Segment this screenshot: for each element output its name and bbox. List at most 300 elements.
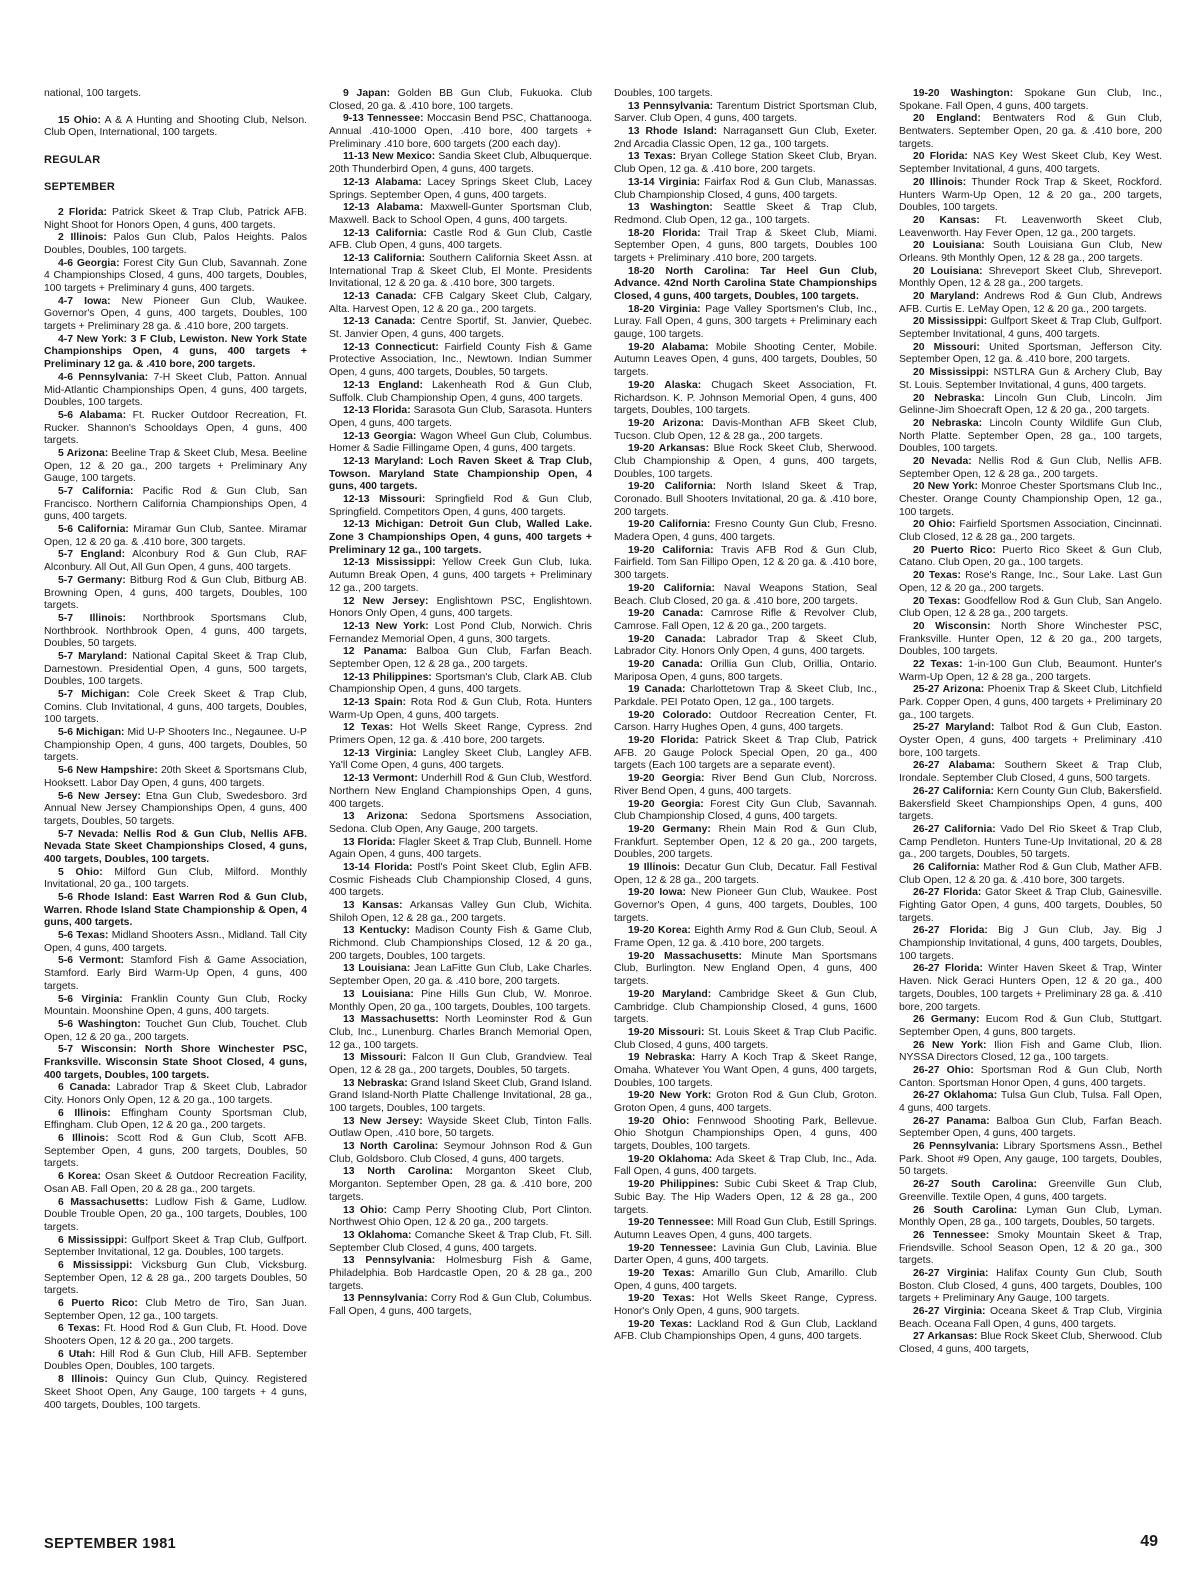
- event-details: Lyman Gun Club, Lyman. Monthly Open, 28 ga., 100 targets, Doubles, 50 targets.: [899, 1204, 1162, 1229]
- event-date-state: 13 Pennsylvania:: [343, 1255, 436, 1267]
- event-listing: [44, 765, 307, 790]
- event-details: Orillia Gun Club, Orillia, Ontario. Mariposa Open, 4 guns, 800 targets.: [614, 658, 877, 683]
- event-listing: [44, 207, 307, 232]
- event-listing: [44, 1323, 307, 1348]
- event-listing: [329, 494, 592, 519]
- event-date-state: 20 Puerto Rico:: [913, 544, 996, 556]
- event-date-state: 6 Texas:: [58, 1323, 100, 1335]
- event-date-state: 6 Mississippi:: [58, 1259, 133, 1271]
- event-details: Stamford Fish & Game Association, Stamford. Early Bird Warm-Up Open, 4 guns, 400 targets.: [44, 955, 307, 992]
- event-details: Centre Sportif, St. Janvier, Quebec. St. Janvier Open, 4 guns, 400 targets.: [329, 316, 592, 341]
- event-listing: [44, 372, 307, 410]
- event-details: Ft. Hood Rod & Gun Club, Ft. Hood. Dove Shooters Open, 12 & 20 ga., 200 targets.: [44, 1323, 307, 1348]
- event-date-state: 15 Ohio:: [58, 114, 101, 126]
- schedule-columns: [44, 88, 1162, 1488]
- event-listing: [44, 829, 307, 867]
- event-listing: [899, 177, 1162, 215]
- event-listing: [614, 304, 877, 342]
- event-details: Comanche Skeet & Trap Club, Ft. Sill. September Club Closed, 4 guns, 400 targets.: [329, 1229, 592, 1254]
- event-details: Outdoor Recreation Center, Ft. Carson. Harry Hughes Open, 4 guns, 400 targets.: [614, 709, 877, 734]
- event-listing: [329, 697, 592, 722]
- event-date-state: 5-7 Michigan:: [58, 689, 130, 700]
- event-date-state: 19-20 Colorado:: [628, 709, 712, 721]
- event-date-state: 13 Kansas:: [343, 900, 403, 911]
- event-listing: [899, 1179, 1162, 1204]
- event-date-state: 6 Canada:: [58, 1082, 111, 1094]
- event-date-state: 19-20 Iowa:: [628, 887, 686, 899]
- event-details: Phoenix Trap & Skeet Club, Litchfield Park. Copper Open, 4 guns, 400 targets + Preliminary 20 ga., 100 targets.: [899, 684, 1162, 721]
- event-details: North Leominster Rod & Gun Club, Inc., Lunenburg. Charles Branch Memorial Open, 12 ga., 100 targets.: [329, 1014, 592, 1051]
- event-listing: [329, 672, 592, 697]
- event-date-state: 19-20 Alaska:: [628, 379, 702, 391]
- column-4: [899, 88, 1162, 1488]
- event-listing: [329, 1255, 592, 1293]
- event-details: Club Metro de Tiro, San Juan. September Open, 12 ga., 100 targets.: [44, 1298, 307, 1322]
- event-listing: [44, 791, 307, 829]
- event-date-state: 20 Kansas:: [913, 214, 980, 226]
- event-date-state: 19-20 Washington:: [913, 88, 1014, 99]
- event-listing: [329, 1141, 592, 1166]
- event-date-state: 6 Illinois:: [58, 1107, 111, 1119]
- event-details: Tarentum District Sportsman Club, Sarver. Club Open, 4 guns, 400 targets.: [614, 100, 877, 125]
- event-details: Arkansas Valley Gun Club, Wichita. Shiloh Open, 12 & 28 ga., 200 targets.: [329, 900, 592, 924]
- event-listing: [329, 900, 592, 925]
- event-date-state: 20 Louisiana:: [913, 265, 983, 277]
- event-details: Castle Rod & Gun Club, Castle AFB. Club Open, 4 guns, 400 targets.: [329, 227, 592, 252]
- event-listing: [899, 824, 1162, 862]
- event-date-state: 20 Missouri:: [913, 341, 980, 353]
- event-details: Big J Gun Club, Jay. Big J Championship Invitational, 4 guns, 400 targets, Doubles, 100 targets.: [899, 925, 1162, 962]
- event-listing: [614, 887, 877, 925]
- event-details: National Capital Skeet & Trap Club, Darnestown. Presidential Open, 4 guns, 500 targets, Doubles, 100 targets.: [44, 650, 307, 688]
- event-listing: [614, 88, 877, 101]
- event-details: Winter Haven Skeet & Trap, Winter Haven. Nick Geraci Hunters Open, 12 & 20 ga., 400 targets, Doubles, 100 targets + Preliminary 28 ga. & .410 bore, 200 targets.: [899, 963, 1162, 1013]
- event-listing: [329, 1166, 592, 1204]
- event-listing: [44, 524, 307, 549]
- event-listing: [44, 334, 307, 372]
- event-date-state: 12-13 Alabama:: [343, 202, 424, 214]
- event-date-state: 12-13 California:: [343, 252, 426, 264]
- event-details: Subic Cubi Skeet & Trap Club, Subic Bay. The Hip Waders Open, 12 & 28 ga., 200 targets.: [614, 1179, 877, 1216]
- event-listing: [44, 1298, 307, 1323]
- event-date-state: 20 Illinois:: [913, 176, 967, 188]
- event-details: Rota Rod & Gun Club, Rota. Hunters Warm-Up Open, 4 guns, 400 targets.: [329, 697, 592, 721]
- event-details: St. Louis Skeet & Trap Club Pacific. Club Closed, 4 guns, 400 targets.: [614, 1026, 877, 1051]
- event-date-state: 25-27 Maryland:: [913, 722, 995, 734]
- event-date-state: 19-20 California:: [628, 481, 717, 493]
- event-date-state: 19-20 Florida:: [628, 735, 699, 747]
- event-details: Southern California Skeet Assn. at International Trap & Skeet Club, El Monte. Presidents Invitational, 12 & 20 ga. & .410 bore, 300 targets.: [329, 252, 592, 290]
- event-listing: [614, 989, 877, 1027]
- event-details: Jean LaFitte Gun Club, Lake Charles. September Open, 20 ga. & .410 bore, 200 targets.: [329, 963, 592, 988]
- event-listing: [899, 1306, 1162, 1331]
- event-listing: [614, 266, 877, 304]
- event-details: Labrador Trap & Skeet Club, Labrador City. Honors Only Open, 4 guns, 400 targets.: [614, 633, 877, 658]
- event-listing: [44, 867, 307, 892]
- event-date-state: 19 Nebraska:: [628, 1052, 696, 1064]
- event-listing: [899, 1065, 1162, 1090]
- event-details: Touchet Gun Club, Touchet. Club Open, 12 & 20 ga., 200 targets.: [44, 1018, 307, 1043]
- event-date-state: 19-20 Arkansas:: [628, 443, 710, 455]
- event-date-state: 4-7 Iowa:: [58, 295, 111, 307]
- event-details: A & A Hunting and Shooting Club, Nelson. Club Open, International, 100 targets.: [44, 114, 307, 139]
- event-details: Quincy Gun Club, Quincy. Registered Skeet Shoot Open, Any Gauge, 100 targets + 4 guns, 400 targets, Doubles, 100 targets.: [44, 1374, 307, 1411]
- event-date-state: 2 Florida:: [58, 206, 107, 218]
- event-details: Amarillo Gun Club, Amarillo. Club Open, 4 guns, 400 targets.: [614, 1267, 877, 1292]
- event-details: Lincoln County Wildlife Gun Club, North Platte. September Open, 28 ga., 100 targets, Doubles, 100 targets.: [899, 417, 1162, 455]
- event-listing: [614, 1052, 877, 1090]
- event-details: Ft. Rucker Outdoor Recreation, Ft. Rucker. Shannon's Schooldays Open, 4 guns, 400 targets.: [44, 409, 307, 447]
- event-listing: [44, 1044, 307, 1082]
- event-date-state: 19-20 Arizona:: [628, 417, 704, 429]
- event-date-state: 19-20 Georgia:: [628, 798, 704, 810]
- event-details: NAS Key West Skeet Club, Key West. September Invitational, 4 guns, 400 targets.: [899, 151, 1162, 176]
- event-details: Rhein Main Rod & Gun Club, Frankfurt. September Open, 12 & 20 ga., 200 targets, Doubles, 200 targets.: [614, 823, 877, 861]
- event-date-state: 5-6 Washington:: [58, 1018, 141, 1030]
- event-listing: [44, 1260, 307, 1298]
- event-date-state: 2 Illinois:: [58, 232, 107, 244]
- event-listing: [44, 930, 307, 955]
- event-details: Ludlow Fish & Game, Ludlow. Double Trouble Open, 20 ga., 100 targets, Doubles, 100 targets.: [44, 1196, 307, 1233]
- event-date-state: 19 Canada:: [628, 684, 686, 696]
- event-details: Holmesburg Fish & Game, Philadelphia. Bob Hardcastle Open, 20 & 28 ga., 200 targets.: [329, 1255, 592, 1292]
- event-details: CFB Calgary Skeet Club, Calgary, Alta. Harvest Open, 12 & 20 ga., 200 targets.: [329, 291, 592, 315]
- event-date-state: 19-20 Canada:: [628, 608, 704, 620]
- event-details: Talbot Rod & Gun Club, Easton. Oyster Open, 4 guns, 400 targets + Preliminary .410 bore, 100 targets.: [899, 722, 1162, 759]
- event-details: Postl's Point Skeet Club, Eglin AFB. Cosmic Fisheads Club Championship Closed, 4 guns, 400 targets.: [329, 861, 592, 899]
- event-listing: [44, 258, 307, 296]
- event-details: Tulsa Gun Club, Tulsa. Fall Open, 4 guns, 400 targets.: [899, 1090, 1162, 1114]
- event-listing: [329, 773, 592, 811]
- event-date-state: 6 Mississippi:: [58, 1234, 128, 1246]
- event-listing: [614, 773, 877, 798]
- event-listing: [329, 925, 592, 963]
- event-details: Fresno County Gun Club, Fresno. Madera Open, 4 guns, 400 targets.: [614, 519, 877, 544]
- event-details: Greenville Gun Club, Greenville. Textile Open, 4 guns, 400 targets.: [899, 1179, 1162, 1203]
- event-details: Andrews Rod & Gun Club, Andrews AFB. Curtis E. LeMay Open, 12 & 20 ga., 200 targets.: [899, 291, 1162, 315]
- event-listing: [329, 342, 592, 380]
- event-details: Smoky Mountain Skeet & Trap, Friendsville. School Season Open, 12 & 20 ga., 300 targets.: [899, 1229, 1162, 1267]
- event-date-state: 19-20 Tennessee:: [628, 1217, 715, 1229]
- event-listing: [44, 1019, 307, 1044]
- event-listing: [899, 1090, 1162, 1115]
- event-details: Grand Island Skeet Club, Grand Island. Grand Island-North Platte Challenge Invitational, 28 ga., 100 targets, Doubles, 100 targets.: [329, 1077, 592, 1114]
- event-date-state: 13 Ohio:: [343, 1204, 388, 1216]
- event-listing: [329, 621, 592, 646]
- section-heading: SEPTEMBER: [44, 181, 116, 194]
- event-date-state: 12 Texas:: [343, 722, 394, 734]
- event-date-state: 5-7 Illinois:: [58, 612, 127, 624]
- event-listing: [44, 727, 307, 765]
- event-listing: [899, 418, 1162, 456]
- event-listing: [329, 748, 592, 773]
- event-details: Osan Skeet & Outdoor Recreation Facility, Osan AB. Fall Open, 20 & 28 ga., 200 targets.: [44, 1171, 307, 1195]
- event-listing: [44, 115, 307, 140]
- event-date-state: 19-20 Missouri:: [628, 1026, 705, 1038]
- event-details: Lavinia Gun Club, Lavinia. Blue Darter Open, 4 guns, 400 targets.: [614, 1242, 877, 1267]
- event-details: Lacey Springs Skeet Club, Lacey Springs. September Open, 4 guns, 400 targets.: [329, 176, 592, 201]
- event-details: Forest City Gun Club, Savannah. Zone 4 Championships Closed, 4 guns, 400 targets, Doubles, 100 targets + Preliminary 4 guns, 400 targets.: [44, 257, 307, 294]
- event-date-state: 5-6 Vermont:: [58, 955, 125, 967]
- event-date-state: 13 Nebraska:: [343, 1077, 408, 1089]
- event-listing: [329, 253, 592, 291]
- event-date-state: 12-13 Vermont:: [343, 773, 418, 785]
- event-listing: [899, 545, 1162, 570]
- event-details: Page Valley Sportsmen's Club, Inc., Luray. Fall Open, 4 guns, 300 targets + Preliminary each gauge, 100 targets.: [614, 303, 877, 341]
- event-listing: [614, 1027, 877, 1052]
- event-details: Kern County Gun Club, Bakersfield. Bakersfield Skeet Championships Open, 4 guns, 400 targets.: [899, 785, 1162, 823]
- event-date-state: 19-20 Texas:: [628, 1267, 695, 1279]
- event-listing: [329, 811, 592, 836]
- event-details: 1-in-100 Gun Club, Beaumont. Hunter's Warm-Up Open, 12 & 28 ga., 200 targets.: [899, 658, 1162, 683]
- event-listing: [899, 456, 1162, 481]
- event-details: Patrick Skeet & Trap Club, Patrick AFB. Night Shoot for Honors Open, 4 guns, 400 targets.: [44, 206, 307, 231]
- event-listing: [44, 689, 307, 727]
- event-listing: [44, 1374, 307, 1412]
- event-details: Fennwood Shooting Park, Bellevue. Ohio Shotgun Championships Open, 4 guns, 400 targets, Doubles, 100 targets.: [614, 1115, 877, 1153]
- event-date-state: 26-27 Alabama:: [913, 760, 996, 772]
- event-listing: [899, 1230, 1162, 1268]
- event-listing: [899, 215, 1162, 240]
- event-details: Ilion Fish and Game Club, Ilion. NYSSA Directors Closed, 12 ga., 100 targets.: [899, 1039, 1162, 1064]
- event-date-state: 5-7 Maryland:: [58, 650, 128, 662]
- event-listing: [329, 202, 592, 227]
- event-date-state: 5-6 California:: [58, 524, 129, 536]
- event-listing: [614, 481, 877, 519]
- event-listing: [329, 557, 592, 595]
- event-date-state: 19-20 Tennessee:: [628, 1242, 717, 1254]
- event-date-state: 20 Mississippi:: [913, 316, 988, 328]
- event-details: Vado Del Rio Skeet & Trap Club, Camp Pendleton. Hunters Tune-Up Invitational, 20 & 28 ga., 200 targets, Doubles, 50 targets.: [899, 823, 1162, 861]
- event-details: Madison County Fish & Game Club, Richmond. Club Championships Closed, 12 & 20 ga., 200 targets, Doubles, 100 targets.: [329, 925, 592, 962]
- event-date-state: 5-6 Michigan:: [58, 727, 125, 739]
- event-details: River Bend Gun Club, Norcross. River Bend Open, 4 guns, 400 targets.: [614, 773, 877, 797]
- event-date-state: 13 Texas:: [628, 151, 676, 163]
- event-date-state: 26-27 Florida:: [913, 925, 988, 937]
- event-date-state: 19-20 Texas:: [628, 1293, 695, 1305]
- event-date-state: 26-27 Oklahoma:: [913, 1090, 998, 1102]
- event-details: Fairfield County Fish & Game Protective Association, Inc., Newtown. Indian Summer Open, 4 guns, 400 targets, Doubles, 50 targets.: [329, 341, 592, 379]
- event-listing: [329, 1052, 592, 1077]
- event-date-state: 4-6 Pennsylvania:: [58, 371, 149, 383]
- event-listing: [329, 1078, 592, 1116]
- event-listing: [329, 456, 592, 494]
- event-listing: [614, 862, 877, 887]
- event-details: Balboa Gun Club, Farfan Beach. September Open, 4 guns, 400 targets.: [899, 1115, 1162, 1140]
- event-details: Sportsman's Club, Clark AB. Club Championship Open, 4 guns, 400 targets.: [329, 671, 592, 696]
- event-details: Moccasin Bend PSC, Chattanooga. Annual .410-1000 Open, .410 bore, 400 targets + Preliminary .410 bore, 600 targets (200 each day).: [329, 113, 592, 150]
- event-details: Puerto Rico Skeet & Gun Club, Catano. Club Open, 20 ga., 100 targets.: [899, 544, 1162, 569]
- event-details: Seattle Skeet & Trap Club, Redmond. Club Open, 12 ga., 100 targets.: [614, 202, 877, 226]
- event-listing: [329, 113, 592, 151]
- event-date-state: 12-13 Spain:: [343, 697, 407, 708]
- event-details: Southern Skeet & Trap Club, Irondale. September Club Closed, 4 guns, 500 targets.: [899, 760, 1162, 785]
- event-listing: [44, 448, 307, 486]
- event-listing: [899, 963, 1162, 1014]
- event-listing: [329, 1205, 592, 1230]
- event-date-state: 12-13 Georgia:: [343, 430, 417, 442]
- event-listing: [614, 824, 877, 862]
- event-listing: [614, 177, 877, 202]
- event-date-state: 4-6 Georgia:: [58, 257, 120, 269]
- event-details: Lackland Rod & Gun Club, Lackland AFB. Club Championships Open, 4 guns, 400 targets.: [614, 1318, 877, 1343]
- event-listing: [44, 892, 307, 930]
- event-date-state: 19-20 Germany:: [628, 823, 711, 835]
- event-date-state: 20 Florida:: [913, 151, 968, 163]
- event-details: Northbrook Sportsmans Club, Northbrook. Northbrook Open, 4 guns, 400 targets, Doubles, 50 targets.: [44, 612, 307, 650]
- event-date-state: 26 Pennsylvania:: [913, 1141, 999, 1153]
- event-details: 7-H Skeet Club, Patton. Annual Mid-Atlantic Championships Open, 4 guns, 400 targets, Doubles, 100 targets.: [44, 371, 307, 409]
- event-date-state: 26-27 California:: [913, 823, 996, 835]
- event-date-state: 13 Arizona:: [343, 811, 409, 823]
- event-date-state: 12-13 Michigan: Detroit Gun Club, Walled Lake. Zone 3 Championships Open, 4 guns, 400 targets + Preliminary 12 ga., 100 targets.: [329, 519, 592, 556]
- event-listing: [899, 1331, 1162, 1356]
- event-details: Hill Rod & Gun Club, Hill AFB. September Doubles Open, Doubles, 100 targets.: [44, 1348, 307, 1373]
- event-details: Ft. Leavenworth Skeet Club, Leavenworth. Hay Fever Open, 12 ga., 200 targets.: [899, 214, 1162, 239]
- event-listing: [899, 760, 1162, 785]
- event-date-state: 5-7 California:: [58, 486, 134, 497]
- event-listing: [614, 684, 877, 709]
- event-details: Cole Creek Skeet & Trap Club, Comins. Club Invitational, 4 guns, 400 targets, Doubles, 100 targets.: [44, 689, 307, 726]
- event-details: Pacific Rod & Gun Club, San Francisco. Northern California Championships Open, 4 guns, 400 targets.: [44, 486, 307, 523]
- section-heading: REGULAR: [44, 154, 101, 167]
- event-listing: [899, 1040, 1162, 1065]
- event-date-state: 5-7 Nevada: Nellis Rod & Gun Club, Nellis AFB. Nevada State Skeet Championships Closed, 4 guns, 400 targets, Doubles, 100 targets.: [44, 828, 307, 865]
- event-listing: [614, 380, 877, 418]
- event-listing: [329, 989, 592, 1014]
- event-date-state: 13 Kentucky:: [343, 925, 410, 937]
- event-details: Decatur Gun Club, Decatur. Fall Festival Open, 12 & 28 ga., 200 targets.: [614, 861, 877, 886]
- event-date-state: 12-13 Connecticut:: [343, 341, 439, 353]
- event-details: Yellow Creek Gun Club, Iuka. Autumn Break Open, 4 guns, 400 targets + Preliminary 12 ga., 200 targets.: [329, 557, 592, 594]
- event-details: Cambridge Skeet & Gun Club, Cambridge. Club Championship Closed, 4 guns, 1600 targets.: [614, 988, 877, 1026]
- column-3: [614, 88, 877, 1488]
- event-date-state: 13-14 Florida:: [343, 861, 413, 873]
- event-listing: [614, 634, 877, 659]
- event-listing: [329, 862, 592, 900]
- event-details: Miramar Gun Club, Santee. Miramar Open, 12 & 20 ga. & .410 bore, 300 targets.: [44, 524, 307, 548]
- event-listing: [614, 659, 877, 684]
- event-date-state: 20 New York:: [913, 481, 978, 493]
- event-date-state: 13 Oklahoma:: [343, 1229, 412, 1241]
- event-listing: [44, 88, 307, 101]
- event-date-state: 18-20 North Carolina: Tar Heel Gun Club, Advance. 42nd North Carolina State Championships Closed, 4 guns, 400 targets, Doubles, 100 targets.: [614, 265, 877, 302]
- event-date-state: 19-20 California:: [628, 544, 714, 556]
- event-details: Mid U-P Shooters Inc., Negaunee. U-P Championship Open, 4 guns, 400 targets, Doubles, 50 targets.: [44, 727, 307, 764]
- event-details: Groton Rod & Gun Club, Groton. Groton Open, 4 guns, 400 targets.: [614, 1090, 877, 1114]
- event-details: Milford Gun Club, Milford. Monthly Invitational, 20 ga., 100 targets.: [44, 866, 307, 891]
- event-listing: [329, 963, 592, 988]
- event-date-state: 26-27 Panama:: [913, 1115, 990, 1127]
- event-listing: [899, 481, 1162, 519]
- event-listing: [44, 955, 307, 993]
- event-date-state: 26-27 California:: [913, 785, 994, 797]
- event-date-state: 12-13 California:: [343, 227, 427, 239]
- event-details: Beeline Trap & Skeet Club, Mesa. Beeline Open, 12 & 20 ga., 200 targets + Preliminary Any Gauge, 100 targets.: [44, 447, 307, 485]
- event-details: Travis AFB Rod & Gun Club, Fairfield. Tom San Fillipo Open, 12 & 20 ga. & .410 bore, 300 targets.: [614, 544, 877, 582]
- event-date-state: 6 Korea:: [58, 1171, 101, 1183]
- event-details: Sedona Sportsmens Association, Sedona. Club Open, Any Gauge, 200 targets.: [329, 811, 592, 835]
- event-details: Bryan College Station Skeet Club, Bryan. Club Open, 12 ga. & .410 bore, 200 targets.: [614, 151, 877, 176]
- event-details: Thunder Rock Trap & Skeet, Rockford. Hunters Warm-Up Open, 12 & 20 ga., 200 targets, Doubles, 100 targets.: [899, 176, 1162, 214]
- event-listing: [899, 151, 1162, 176]
- event-date-state: 5-6 New Jersey:: [58, 790, 141, 802]
- event-date-state: 20 Ohio:: [913, 519, 956, 531]
- event-details: NSTLRA Gun & Archery Club, Bay St. Louis. September Invitational, 4 guns, 400 targets.: [899, 367, 1162, 391]
- event-listing: [899, 367, 1162, 392]
- event-listing: [899, 88, 1162, 113]
- event-date-state: 5-7 England:: [58, 549, 126, 561]
- event-details: national, 100 targets.: [44, 88, 142, 99]
- event-listing: [614, 925, 877, 950]
- event-details: Bitburg Rod & Gun Club, Bitburg AB. Browning Open, 4 guns, 400 targets, Doubles, 100 targets.: [44, 574, 307, 612]
- event-details: Mill Road Gun Club, Estill Springs. Autumn Leaves Open, 4 guns, 400 targets.: [614, 1217, 877, 1241]
- event-date-state: 26-27 South Carolina:: [913, 1179, 1037, 1191]
- event-details: United Sportsman, Jefferson City. September Open, 12 ga. & .410 bore, 200 targets.: [899, 341, 1162, 366]
- event-date-state: 18-20 Virginia:: [628, 303, 701, 315]
- event-listing: [614, 608, 877, 633]
- event-listing: [44, 613, 307, 651]
- event-details: 20th Skeet & Sportsmans Club, Hooksett. Labor Day Open, 4 guns, 400 targets.: [44, 765, 307, 789]
- event-details: Gulfport Skeet & Trap Club, Gulfport. September Invitational, 4 guns, 400 targets.: [899, 316, 1162, 341]
- event-date-state: 26-27 Ohio:: [913, 1064, 974, 1076]
- event-listing: [614, 1293, 877, 1318]
- event-listing: [614, 443, 877, 481]
- event-listing: [899, 291, 1162, 316]
- event-date-state: 19-20 Georgia:: [628, 773, 705, 785]
- event-details: Fairfield Sportsmen Association, Cincinnati. Club Closed, 12 & 28 ga., 200 targets.: [899, 519, 1162, 544]
- event-date-state: 5-6 New Hampshire:: [58, 765, 158, 777]
- event-listing: [899, 684, 1162, 722]
- event-listing: [899, 316, 1162, 341]
- event-details: Monroe Chester Sportsmans Club Inc., Chester. Orange County Championship Open, 12 ga., 100 targets.: [899, 481, 1162, 518]
- event-details: Golden BB Gun Club, Fukuoka. Club Closed, 20 ga. & .410 bore, 100 targets.: [329, 88, 592, 112]
- event-date-state: 12-13 Canada:: [343, 316, 416, 328]
- event-date-state: 20 Maryland:: [913, 291, 980, 302]
- event-details: South Louisiana Gun Club, New Orleans. 9th Monthly Open, 12 & 28 ga., 200 targets.: [899, 240, 1162, 264]
- event-date-state: 19-20 Korea:: [628, 925, 691, 937]
- event-details: Seymour Johnson Rod & Gun Club, Goldsboro. Club Closed, 4 guns, 400 targets.: [329, 1141, 592, 1165]
- event-listing: [44, 1235, 307, 1260]
- event-date-state: 6 Puerto Rico:: [58, 1298, 138, 1309]
- event-listing: [44, 486, 307, 524]
- event-listing: [44, 1133, 307, 1171]
- event-listing: [899, 1116, 1162, 1141]
- event-date-state: 13 New Jersey:: [343, 1115, 423, 1127]
- event-date-state: 26-27 Virginia:: [913, 1267, 989, 1279]
- event-date-state: 19-20 Ohio:: [628, 1115, 690, 1127]
- page-number: 49: [1140, 1533, 1158, 1550]
- event-date-state: 19-20 Philippines:: [628, 1179, 719, 1191]
- event-date-state: 12-13 Virginia:: [343, 747, 417, 759]
- event-listing: [899, 393, 1162, 418]
- event-listing: [614, 342, 877, 380]
- event-date-state: 12 Panama:: [343, 646, 408, 658]
- event-listing: [614, 1243, 877, 1268]
- event-details: Wayside Skeet Club, Tinton Falls. Outlaw Open, .410 bore, 50 targets.: [329, 1115, 592, 1140]
- event-details: Naval Weapons Station, Seal Beach. Club Closed, 20 ga. & .410 bore, 200 targets.: [614, 582, 877, 607]
- event-listing: [44, 1082, 307, 1107]
- event-listing: [44, 1349, 307, 1374]
- event-listing: [614, 799, 877, 824]
- event-listing: [614, 1090, 877, 1115]
- event-details: Langley Skeet Club, Langley AFB. Ya'll Come Open, 4 guns, 400 targets.: [329, 747, 592, 772]
- event-details: Corry Rod & Gun Club, Columbus. Fall Open, 4 guns, 400 targets,: [329, 1293, 592, 1317]
- event-listing: [614, 951, 877, 989]
- event-details: Lost Pond Club, Norwich. Chris Fernandez Memorial Open, 4 guns, 300 targets.: [329, 620, 592, 645]
- event-date-state: 20 Louisiana:: [913, 240, 985, 252]
- event-date-state: 13 North Carolina:: [343, 1141, 439, 1153]
